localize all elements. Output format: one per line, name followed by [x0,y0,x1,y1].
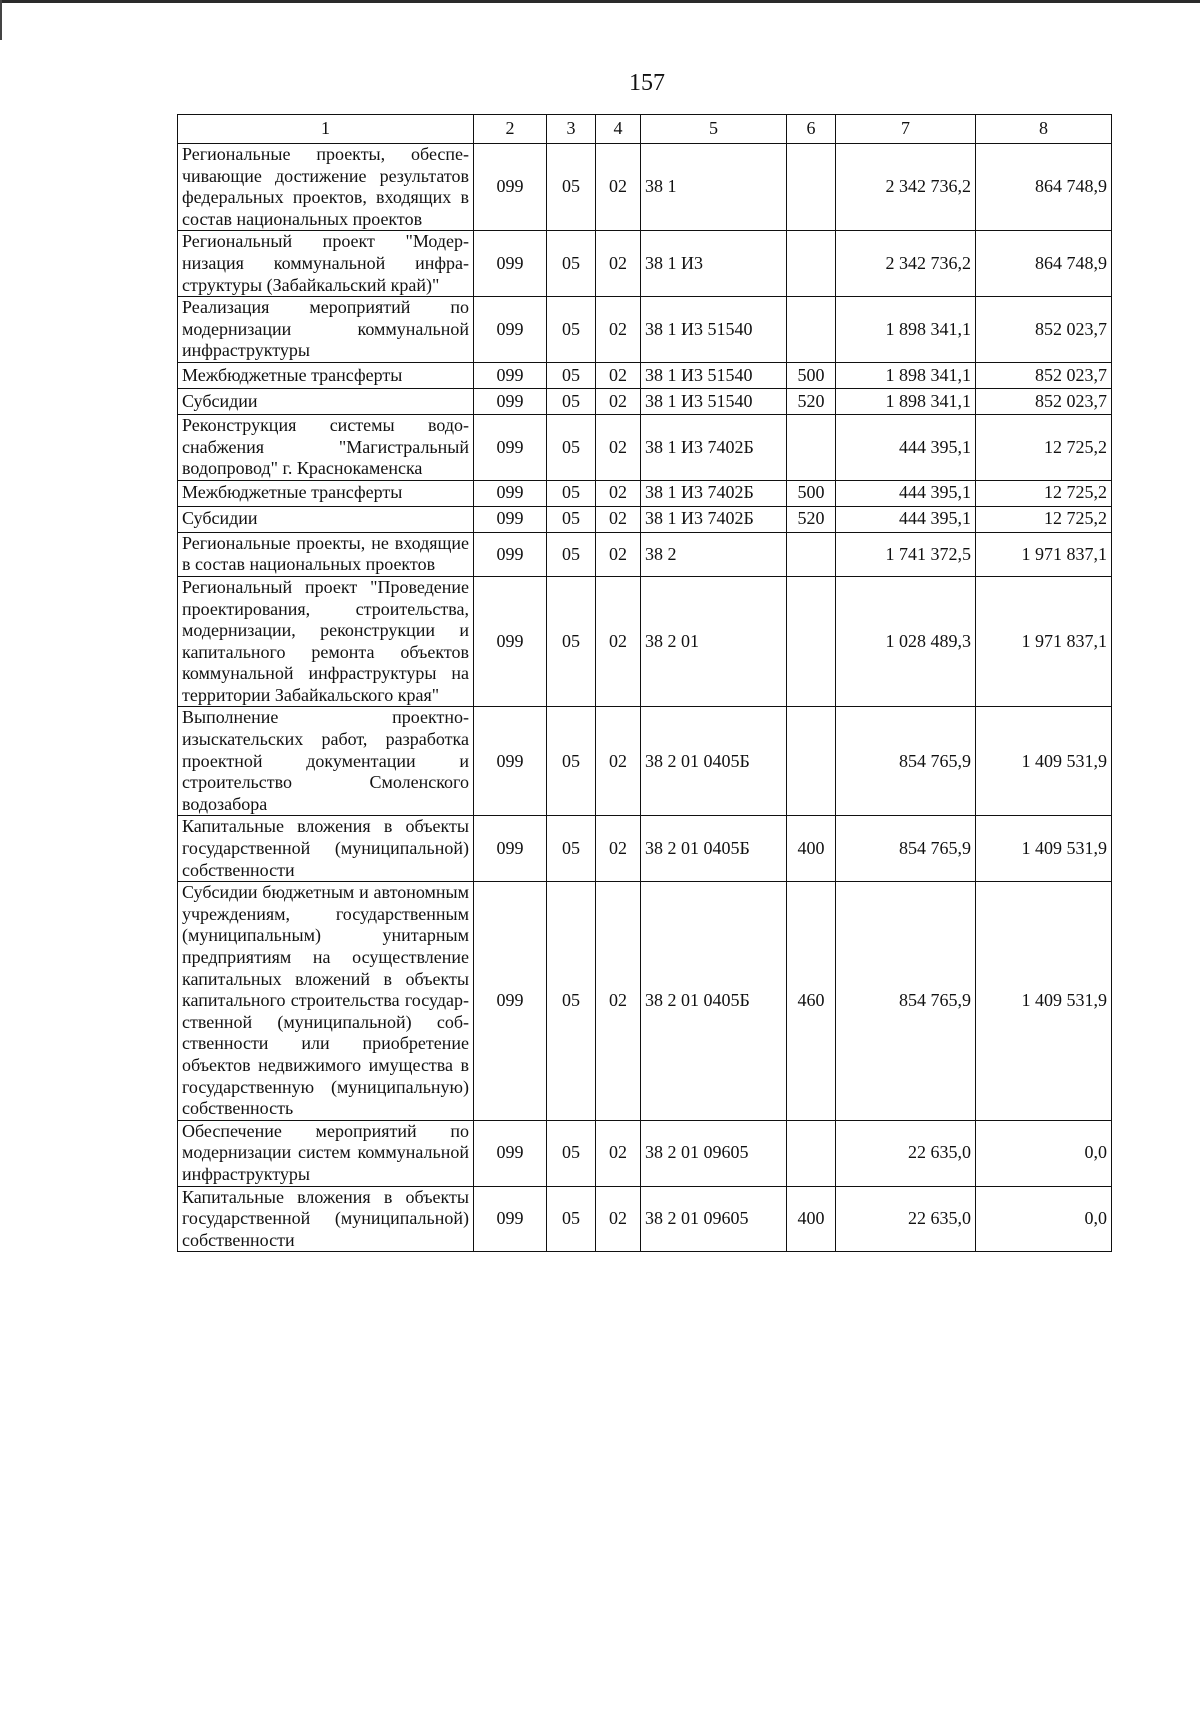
row-gr: 099 [474,480,547,506]
row-csr: 38 1 [641,144,787,231]
row-name: Региональный проект "Проведение проектирования, строительства, модернизации, реконструкции и капитального ремонта объектов коммунальной инфраструктуры на территории Забайкальского края" [178,576,474,707]
row-vr: 500 [787,480,836,506]
row-rz: 05 [547,388,596,414]
row-name: Реализация мероприятий по модернизации коммунальной инфраструктуры [178,297,474,363]
row-name: Межбюджетные трансферты [178,480,474,506]
row-vr [787,576,836,707]
table-row [178,882,1112,1121]
row-sum-2: 1 409 531,9 [976,707,1112,816]
column-header: 2 [474,115,547,144]
row-vr: 520 [787,506,836,532]
row-gr: 099 [474,414,547,480]
row-vr: 400 [787,1186,836,1252]
row-csr: 38 1 И3 7402Б [641,506,787,532]
row-sum-1: 22 635,0 [836,1186,976,1252]
row-rz: 05 [547,506,596,532]
row-sum-1: 22 635,0 [836,1120,976,1186]
row-gr: 099 [474,1120,547,1186]
row-csr: 38 1 И3 [641,231,787,297]
row-gr: 099 [474,882,547,1121]
row-sum-2: 852 023,7 [976,388,1112,414]
row-vr [787,1120,836,1186]
table-row [178,707,1112,816]
row-gr: 099 [474,576,547,707]
row-vr [787,414,836,480]
table-row [178,362,1112,388]
row-sum-2: 0,0 [976,1186,1112,1252]
row-vr [787,707,836,816]
row-name: Субсидии [178,506,474,532]
row-rz: 05 [547,231,596,297]
row-sum-1: 1 741 372,5 [836,532,976,576]
row-sum-2: 852 023,7 [976,297,1112,363]
row-gr: 099 [474,362,547,388]
row-sum-1: 1 898 341,1 [836,388,976,414]
row-sum-2: 864 748,9 [976,144,1112,231]
row-sum-1: 1 898 341,1 [836,362,976,388]
row-pr: 02 [596,1120,641,1186]
row-gr: 099 [474,231,547,297]
row-gr: 099 [474,816,547,882]
row-pr: 02 [596,480,641,506]
row-sum-1: 854 765,9 [836,816,976,882]
row-pr: 02 [596,532,641,576]
row-csr: 38 1 И3 51540 [641,388,787,414]
scan-border-left [0,0,2,40]
row-pr: 02 [596,882,641,1121]
row-name: Выполнение проектно-изыскательских работ, разработка проектной документации и строительство Смоленского водозабора [178,707,474,816]
row-rz: 05 [547,707,596,816]
row-pr: 02 [596,816,641,882]
row-name: Межбюджетные трансферты [178,362,474,388]
table-row [178,231,1112,297]
row-sum-2: 1 971 837,1 [976,576,1112,707]
row-rz: 05 [547,532,596,576]
row-rz: 05 [547,882,596,1121]
table-row [178,297,1112,363]
row-csr: 38 1 И3 7402Б [641,414,787,480]
row-pr: 02 [596,414,641,480]
table-row [178,532,1112,576]
row-rz: 05 [547,297,596,363]
row-vr [787,144,836,231]
column-header: 7 [836,115,976,144]
row-sum-1: 2 342 736,2 [836,231,976,297]
row-pr: 02 [596,362,641,388]
row-sum-2: 12 725,2 [976,506,1112,532]
row-vr [787,532,836,576]
column-header: 8 [976,115,1112,144]
row-sum-1: 444 395,1 [836,506,976,532]
row-gr: 099 [474,388,547,414]
row-csr: 38 2 01 0405Б [641,882,787,1121]
row-pr: 02 [596,297,641,363]
table-row [178,1120,1112,1186]
budget-table [177,114,1112,1252]
table-row [178,480,1112,506]
row-name: Региональные проекты, не входящие в состав национальных проектов [178,532,474,576]
row-pr: 02 [596,576,641,707]
table-row [178,576,1112,707]
row-sum-2: 1 409 531,9 [976,816,1112,882]
row-rz: 05 [547,816,596,882]
row-csr: 38 2 01 [641,576,787,707]
table-row [178,414,1112,480]
row-sum-1: 854 765,9 [836,882,976,1121]
row-name: Региональные проекты, обеспечивающие достижение результатов федеральных проектов, входящих в состав национальных проектов [178,144,474,231]
row-rz: 05 [547,576,596,707]
row-vr: 500 [787,362,836,388]
row-csr: 38 1 И3 7402Б [641,480,787,506]
row-vr: 520 [787,388,836,414]
column-header: 5 [641,115,787,144]
row-sum-2: 12 725,2 [976,480,1112,506]
column-header: 4 [596,115,641,144]
row-sum-2: 852 023,7 [976,362,1112,388]
row-csr: 38 2 01 0405Б [641,816,787,882]
row-sum-2: 1 409 531,9 [976,882,1112,1121]
row-csr: 38 1 И3 51540 [641,297,787,363]
row-gr: 099 [474,1186,547,1252]
column-header: 3 [547,115,596,144]
row-sum-1: 444 395,1 [836,480,976,506]
table-row [178,1186,1112,1252]
row-gr: 099 [474,144,547,231]
row-name: Субсидии бюджетным и автономным учреждениям, государственным (муниципальным) унитарным предприятиям на осуществление капитальных вложений в объекты капитального строительства государственной (муниципальной) собственности или приобретение объектов недвижимого имущества в государственную (муниципальную) собственность [178,882,474,1121]
row-pr: 02 [596,144,641,231]
scan-border-top [0,0,1200,3]
row-name: Субсидии [178,388,474,414]
row-csr: 38 2 [641,532,787,576]
row-csr: 38 2 01 0405Б [641,707,787,816]
table-row [178,144,1112,231]
row-name: Капитальные вложения в объекты государственной (муниципальной) собственности [178,1186,474,1252]
row-name: Региональный проект "Модернизация коммунальной инфраструктуры (Забайкальский край)" [178,231,474,297]
column-header: 6 [787,115,836,144]
row-pr: 02 [596,707,641,816]
page-number: 157 [629,70,665,96]
row-rz: 05 [547,414,596,480]
table-row [178,506,1112,532]
row-vr [787,297,836,363]
row-gr: 099 [474,297,547,363]
row-name: Обеспечение мероприятий по модернизации систем коммунальной инфраструктуры [178,1120,474,1186]
row-rz: 05 [547,1186,596,1252]
row-csr: 38 1 И3 51540 [641,362,787,388]
row-sum-1: 1 898 341,1 [836,297,976,363]
header-row [178,115,1112,144]
row-sum-1: 444 395,1 [836,414,976,480]
row-rz: 05 [547,480,596,506]
row-vr [787,231,836,297]
row-name: Капитальные вложения в объекты государственной (муниципальной) собственности [178,816,474,882]
row-rz: 05 [547,144,596,231]
row-gr: 099 [474,532,547,576]
row-pr: 02 [596,1186,641,1252]
row-vr: 460 [787,882,836,1121]
row-sum-2: 12 725,2 [976,414,1112,480]
row-pr: 02 [596,506,641,532]
row-pr: 02 [596,231,641,297]
table-row [178,816,1112,882]
row-vr: 400 [787,816,836,882]
row-sum-2: 0,0 [976,1120,1112,1186]
row-gr: 099 [474,707,547,816]
row-sum-1: 1 028 489,3 [836,576,976,707]
row-pr: 02 [596,388,641,414]
row-csr: 38 2 01 09605 [641,1120,787,1186]
row-rz: 05 [547,362,596,388]
row-name: Реконструкция системы водоснабжения "Магистральный водопровод" г. Краснокаменска [178,414,474,480]
row-sum-2: 864 748,9 [976,231,1112,297]
row-gr: 099 [474,506,547,532]
row-rz: 05 [547,1120,596,1186]
table-row [178,388,1112,414]
row-sum-2: 1 971 837,1 [976,532,1112,576]
row-sum-1: 2 342 736,2 [836,144,976,231]
column-header: 1 [178,115,474,144]
row-sum-1: 854 765,9 [836,707,976,816]
row-csr: 38 2 01 09605 [641,1186,787,1252]
